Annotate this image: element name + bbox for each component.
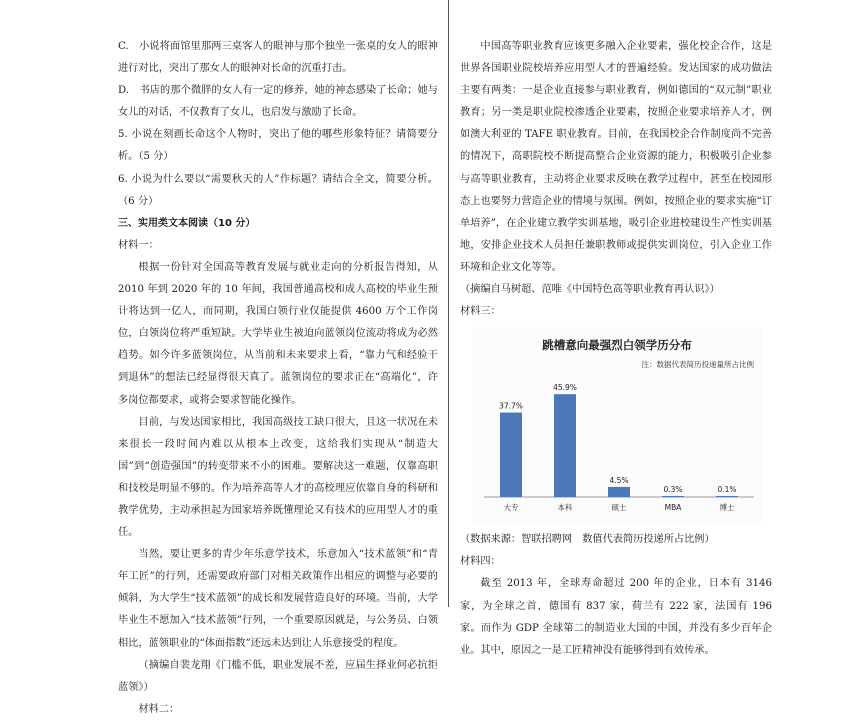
chart-value-label: 0.3% [663, 485, 683, 495]
education-bar-chart [472, 327, 762, 525]
chart-title: 跳槽意向最强烈白领学历分布 [542, 338, 692, 353]
chart-value-label: 45.9% [553, 383, 577, 393]
chart-bar [554, 394, 576, 497]
material2-paragraph: 中国高等职业教育应该更多融入企业要素，强化校企合作，这是世界各国职业院校培养应用型人才的普遍经验。发达国家的成功做法主要有两类：一是企业直接参与职业教育，例如德国的“双元制”职业教育；另一类是职业院校渗透企业要素，按照企业要求培养人才，例如澳大利亚的 TAFE 职业教育。目前，在我国校企合作制度尚不完善的情况下，高职院校不断提高整合企业资源的能力，积极吸引企业参与高等职业教育，主动将企业要求反映在教学过程中，甚至在校园形态上也要努力营造企业的情境与氛围。例如，按照企业的要求实施“订单培养”，在企业建立教学实训基地，吸引企业进校建设生产性实训基地，安排企业技术人员担任兼职教师或提供实训岗位，引入企业工作环境和企业文化等等。 [460, 41, 772, 273]
chart-canvas [472, 327, 762, 525]
material1-paragraph-3: 当然，要让更多的青少年乐意学技术，乐意加入“技术蓝领”和“青年工匠”的行列，还需要政府部门对相关政策作出相应的调整与必要的倾斜，为大学生“技术蓝领”的成长和发展营造良好的环境。当前，大学毕业生不愿加入“技术蓝领”行列，一个重要原因就是，与公务员、白领相比，蓝领职业的“体面指数”还远未达到让人乐意接受的程度。 [118, 549, 438, 649]
column-divider [448, 0, 449, 607]
chart-bar [608, 487, 630, 497]
material2-label: 材料二： [138, 703, 180, 715]
chart-caption: （数据来源：智联招聘网 数值代表简历投递所占比例） [460, 534, 715, 546]
chart-category-label: 博士 [719, 503, 735, 513]
material3-label: 材料三： [460, 306, 501, 318]
chart-category-label: 大专 [503, 503, 519, 513]
option-c: C. 小说将面馆里那两三桌客人的眼神与那个独坐一张桌的女人的眼神进行对比，突出了那女人的眼神对长命的沉重打击。 [118, 41, 438, 75]
question-5: 5. 小说在刻画长命这个人物时，突出了他的哪些形象特征？请简要分析。（5 分） [118, 129, 438, 163]
left-column [118, 36, 438, 721]
chart-value-label: 0.1% [717, 485, 737, 495]
chart-value-label: 4.5% [609, 476, 629, 486]
material4-label: 材料四： [460, 556, 501, 568]
option-d: D. 书店的那个微胖的女人有一定的修养，她的神态感染了长命；她与女儿的对话，不仅教育了女儿，也启发与激励了长命。 [118, 85, 438, 119]
material4-paragraph: 截至 2013 年，全球寿命超过 200 年的企业，日本有 3146 家，为全球之首，德国有 837 家，荷兰有 222 家，法国有 196 家。而作为 GDP 全球第二的制造业大国的中国，并没有多少百年企业。其中，原因之一是工匠精神没有能够得到有效传承。 [460, 578, 772, 656]
material1-source: （摘编自裴龙翔《门槛不低，职业发展不差，应届生择业何必抗拒蓝领》） [118, 659, 438, 693]
chart-bar [662, 496, 684, 497]
material1-paragraph-2: 目前，与发达国家相比，我国高级技工缺口很大，且这一状况在未来很长一段时间内难以从根本上改变，这给我们实现从“制造大国”到“创造强国”的转变带来不小的困难。要解决这一难题，仅靠高职和技校是明显不够的。作为培养高等人才的高校理应依靠自身的科研和教学优势，主动承担起为国家培养既懂理论又有技术的应用型人才的重任。 [118, 416, 438, 539]
chart-value-label: 37.7% [499, 401, 523, 411]
chart-note: 注：数据代表简历投递量所占比例 [641, 360, 754, 370]
chart-category-label: 本科 [557, 503, 573, 513]
chart-bar [500, 413, 522, 497]
right-column [460, 36, 772, 662]
section-title: 三、实用类文本阅读（10 分） [118, 217, 256, 229]
question-6: 6. 小说为什么要以“需要秋天的人”作标题？请结合全文，简要分析。（6 分） [118, 173, 438, 207]
chart-category-label: 硕士 [611, 503, 627, 513]
material2-source: （摘编自马树超、范唯《中国特色高等职业教育再认识》） [460, 284, 720, 296]
chart-bars [499, 383, 738, 512]
material1-paragraph-1: 根据一份针对全国高等教育发展与就业走向的分析报告得知，从 2010 年到 2020 年的 10 年间，我国普通高校和成人高校的毕业生预计将达到一亿人，而同期，我国白领行业仅能提供 4600 万个工作岗位，白领岗位将严重短缺。大学毕业生被迫向蓝领岗位流动将成为必然趋势。如今许多蓝领岗位，从当前和未来要求上看，“靠力气和经验干到退休”的想法已经显得很天真了。蓝领岗位的要求正在“高端化”，许多岗位都要求，或将会要求智能化操作。 [118, 261, 438, 406]
chart-category-label: MBA [664, 503, 682, 513]
chart-bar [716, 496, 738, 497]
material1-label: 材料一： [118, 239, 159, 251]
